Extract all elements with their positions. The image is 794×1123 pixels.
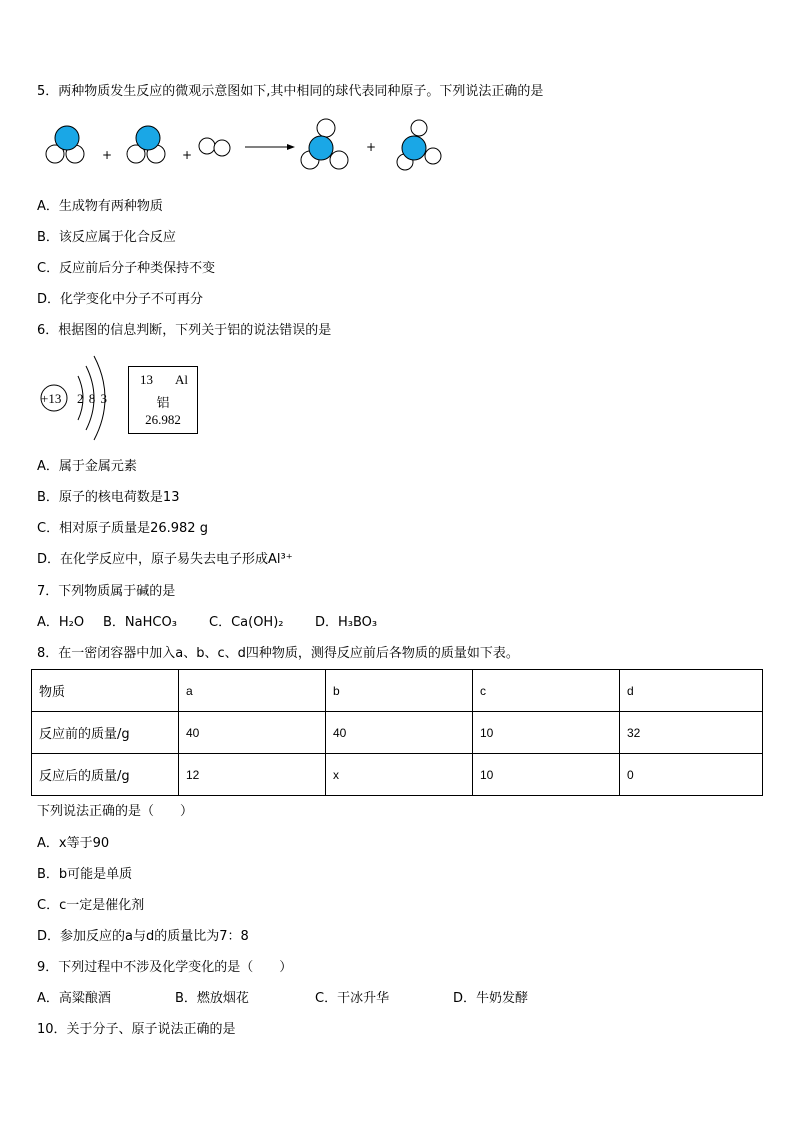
table-header-cell: d bbox=[620, 670, 763, 712]
reactant-molecule-3 bbox=[199, 138, 230, 156]
table-row bbox=[32, 712, 763, 754]
table-header-cell: 物质 bbox=[32, 670, 179, 712]
atomic-number: 13 bbox=[140, 372, 153, 387]
element-card bbox=[128, 366, 198, 434]
nucleus-charge: +13 bbox=[41, 391, 62, 406]
plus-sign-2: + bbox=[182, 148, 193, 162]
q7-options-row bbox=[37, 614, 377, 632]
q7-option-d[interactable]: D．H₃BO₃ bbox=[315, 615, 378, 630]
q6-option-b[interactable]: B．原子的核电荷数是13 bbox=[37, 490, 180, 505]
q7-option-c[interactable]: C．Ca(OH)₂ bbox=[209, 615, 284, 630]
q8-option-b[interactable]: B．b可能是单质 bbox=[37, 867, 133, 882]
electron-shells: 2 8 3 bbox=[77, 391, 108, 406]
q6-option-a[interactable]: A．属于金属元素 bbox=[37, 459, 137, 474]
table-header-cell: c bbox=[473, 670, 620, 712]
table-header-cell: a bbox=[179, 670, 326, 712]
table-header-row bbox=[32, 670, 763, 712]
table-cell: 32 bbox=[620, 712, 763, 754]
q5-option-d[interactable]: D．化学变化中分子不可再分 bbox=[37, 292, 204, 307]
table-cell: 10 bbox=[473, 712, 620, 754]
q8-option-d[interactable]: D．参加反应的a与d的质量比为7：8 bbox=[37, 929, 249, 944]
product-molecule-1 bbox=[301, 119, 348, 169]
q9-option-a[interactable]: A．高粱酿酒 bbox=[37, 991, 111, 1006]
table-cell: 40 bbox=[326, 712, 473, 754]
q5-stem: 5．两种物质发生反应的微观示意图如下,其中相同的球代表同种原子。下列说法正确的是 bbox=[37, 84, 544, 99]
reactant-molecule-1 bbox=[46, 126, 84, 163]
product-molecule-2 bbox=[397, 120, 441, 170]
q6-option-c[interactable]: C．相对原子质量是26.982 g bbox=[37, 521, 208, 536]
q9-option-b[interactable]: B．燃放烟花 bbox=[175, 991, 249, 1006]
table-cell: 10 bbox=[473, 754, 620, 796]
table-cell: 40 bbox=[179, 712, 326, 754]
mass-table bbox=[31, 669, 763, 796]
q8-stem: 8．在一密闭容器中加入a、b、c、d四种物质，测得反应前后各物质的质量如下表。 bbox=[37, 646, 519, 661]
q7-stem: 7．下列物质属于碱的是 bbox=[37, 584, 176, 599]
plus-sign-1: + bbox=[102, 148, 113, 162]
q7-option-a[interactable]: A．H₂O bbox=[37, 615, 85, 630]
q6-option-d[interactable]: D．在化学反应中，原子易失去电子形成Al³⁺ bbox=[37, 552, 293, 567]
q7-option-b[interactable]: B．NaHCO₃ bbox=[103, 615, 177, 630]
table-cell: x bbox=[326, 754, 473, 796]
table-row bbox=[32, 754, 763, 796]
table-cell: 12 bbox=[179, 754, 326, 796]
q5-option-c[interactable]: C．反应前后分子种类保持不变 bbox=[37, 261, 216, 276]
q8-option-a[interactable]: A．x等于90 bbox=[37, 836, 110, 851]
q8-option-c[interactable]: C．c一定是催化剂 bbox=[37, 898, 145, 913]
table-cell: 0 bbox=[620, 754, 763, 796]
q5-option-a[interactable]: A．生成物有两种物质 bbox=[37, 199, 163, 214]
table-cell: 反应前的质量/g bbox=[32, 712, 179, 754]
q9-option-c[interactable]: C．干冰升华 bbox=[315, 991, 390, 1006]
reactant-molecule-2 bbox=[127, 126, 165, 163]
element-symbol: Al bbox=[175, 372, 188, 387]
element-name: 铝 bbox=[156, 396, 170, 411]
atomic-mass: 26.982 bbox=[145, 412, 181, 427]
q8-prompt: 下列说法正确的是（ ） bbox=[37, 804, 194, 819]
table-cell: 反应后的质量/g bbox=[32, 754, 179, 796]
q9-stem: 9．下列过程中不涉及化学变化的是（ ） bbox=[37, 960, 293, 975]
q5-reaction-diagram bbox=[40, 118, 460, 178]
q5-option-b[interactable]: B．该反应属于化合反应 bbox=[37, 230, 176, 245]
table-header-cell: b bbox=[326, 670, 473, 712]
q6-stem: 6．根据图的信息判断，下列关于铝的说法错误的是 bbox=[37, 323, 332, 338]
q10-stem: 10．关于分子、原子说法正确的是 bbox=[37, 1022, 236, 1037]
q9-option-d[interactable]: D．牛奶发酵 bbox=[453, 991, 529, 1006]
plus-sign-3: + bbox=[366, 140, 377, 154]
reaction-arrow bbox=[245, 144, 295, 150]
q9-options-row bbox=[37, 990, 528, 1008]
